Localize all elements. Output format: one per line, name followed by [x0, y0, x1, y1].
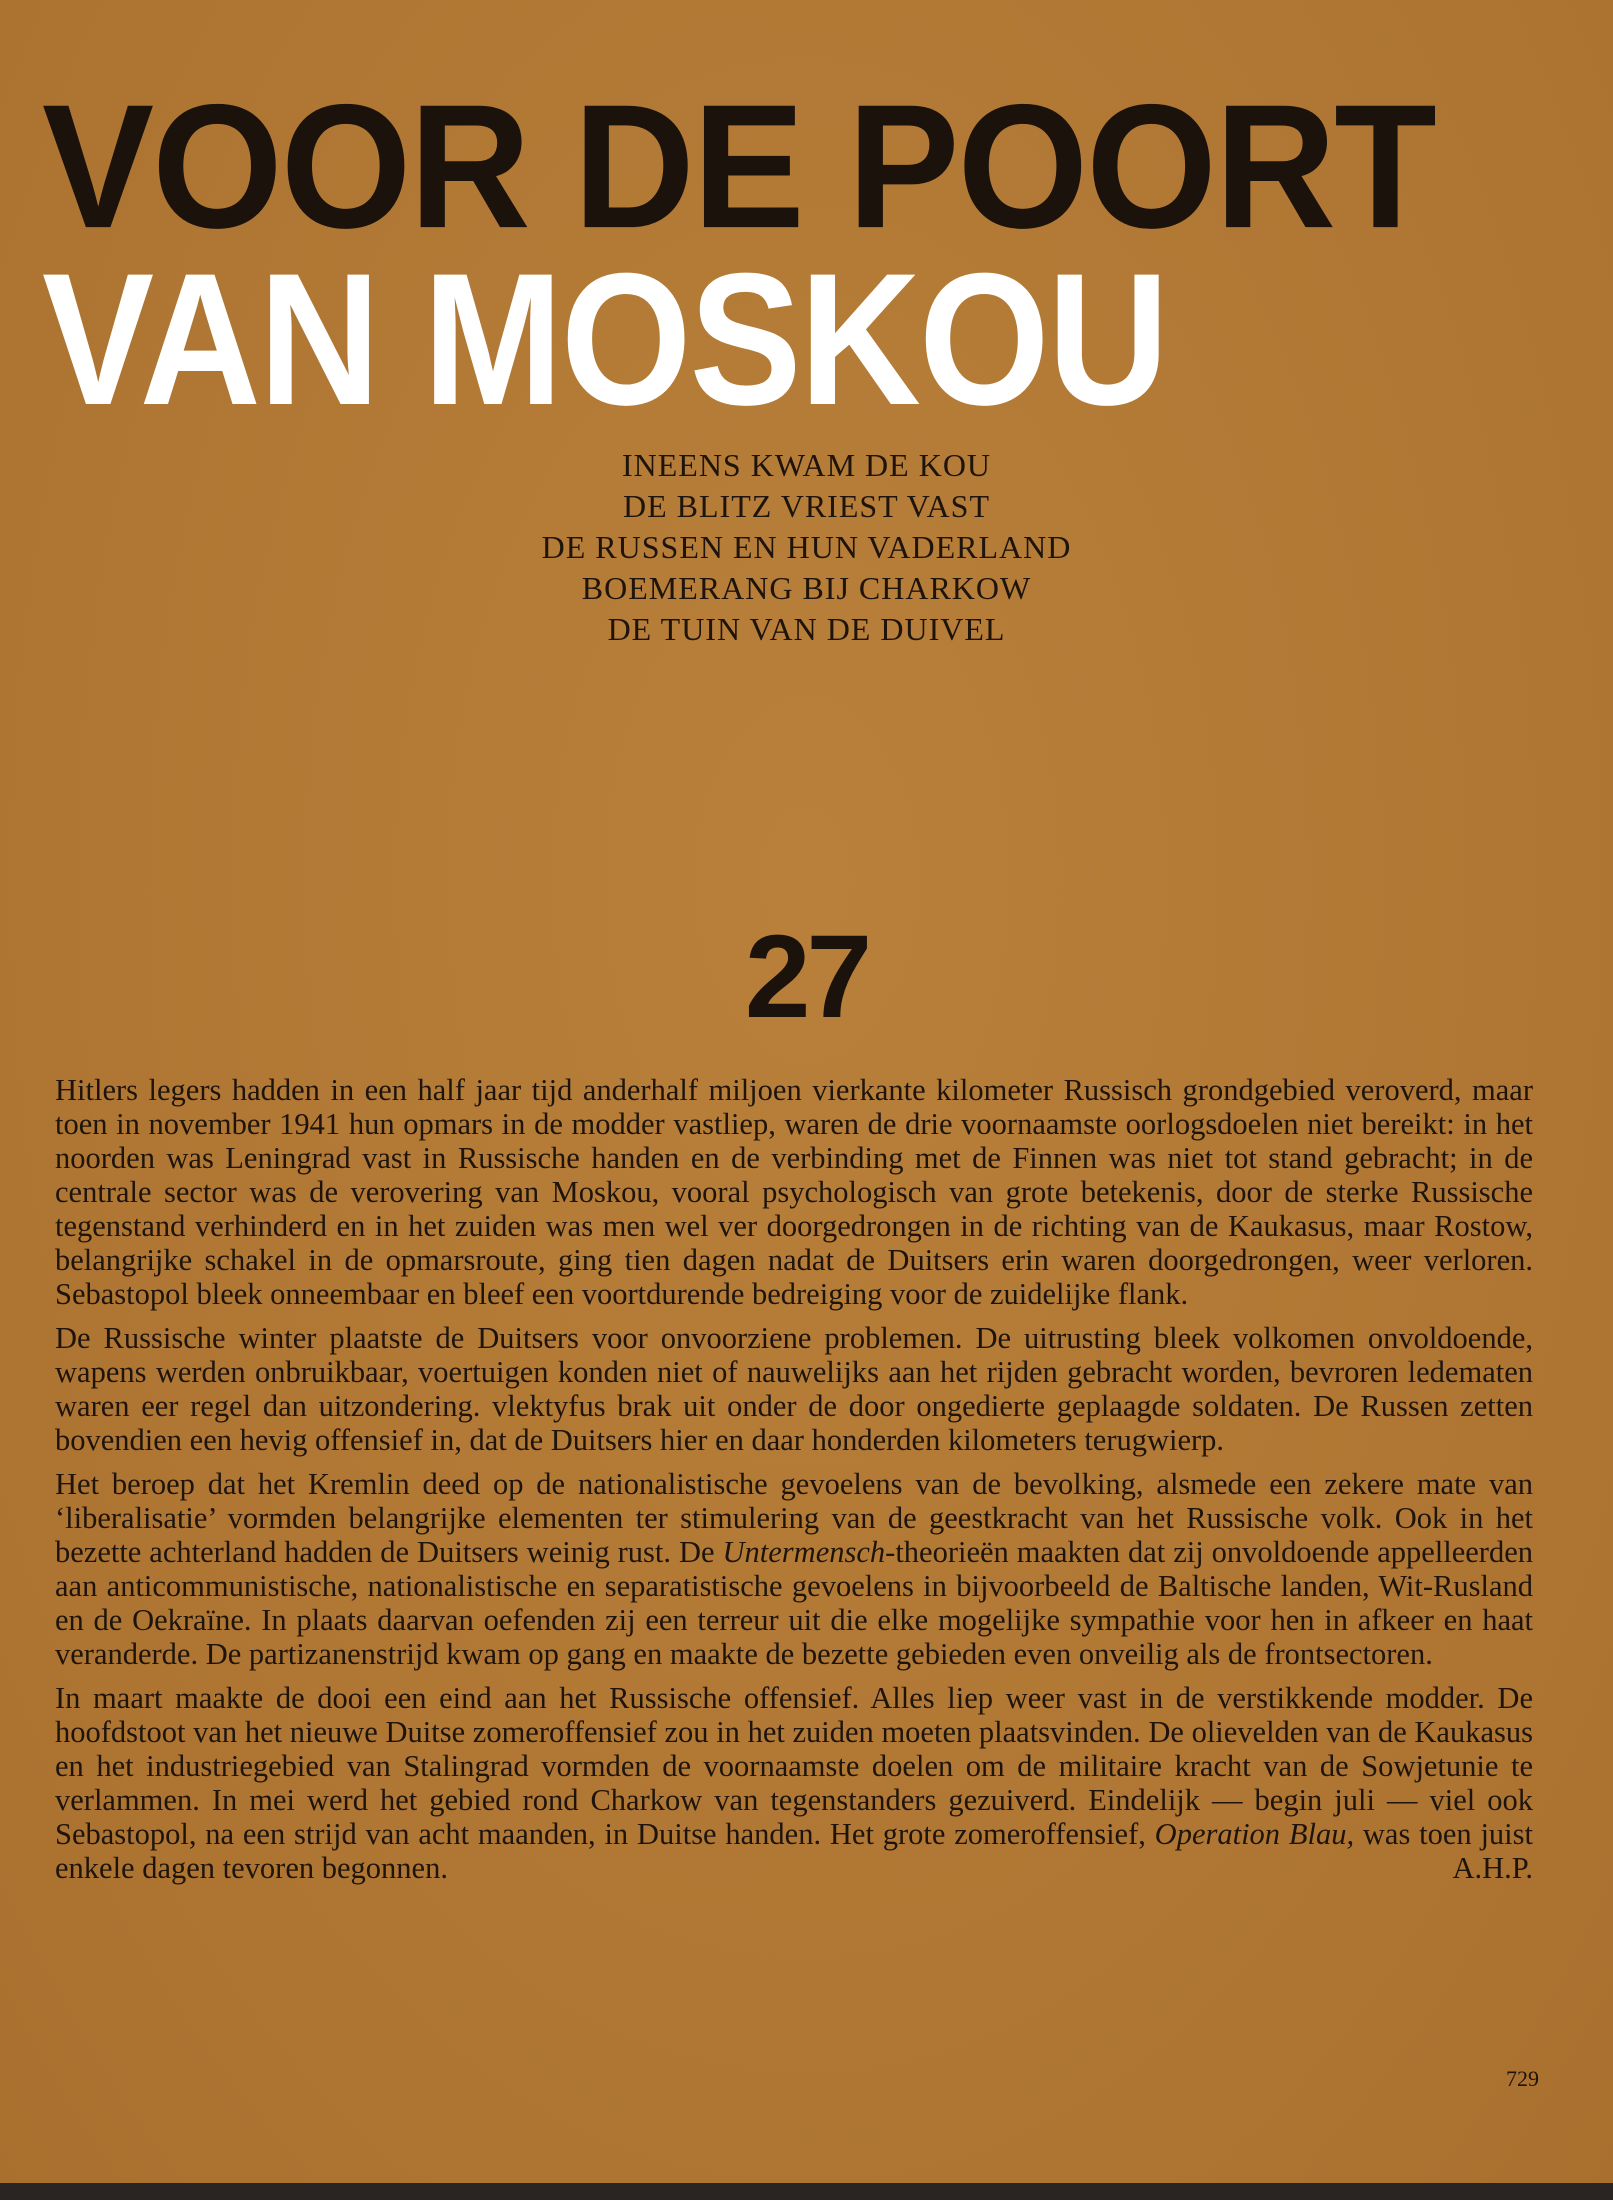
untermensch-term: Untermensch: [722, 1535, 886, 1569]
paragraph-3-end: -theorieën maakten dat zij onvoldoende appelleerden aan anticommunistische, nationalistische en separatistische gevoelens in bijvoorbeeld de Baltische landen, Wit-Rusland en de Oekraïne. In plaats daarvan oefenden zij een terreur uit die elke mogelijke sympathie voor hen in afkeer en haat veranderde. De partizanenstrijd kwam op gang en maakte de bezette gebieden even onveilig als de frontsectoren.: [55, 1535, 1533, 1671]
title-line-2: VAN MOSKOU: [42, 233, 1167, 445]
paragraph-4-end: was toen juist enkele dagen tevoren begonnen.: [55, 1817, 1533, 1885]
paragraph-4-start: In maart maakte de dooi een eind aan het Russische offensief. Alles liep weer vast in de verstikkende modder. De hoofdstoot van het nieuwe Duitse zomeroffensief zou in het zuiden moeten plaatsvinden. De olievelden van de Kaukasus en het industriegebied van Stalingrad vormden de voornaamste doelen om de militaire kracht van de Sowjetunie te verlammen. In mei werd het gebied rond Charkow van tegenstanders gezuiverd. Eindelijk — begin juli — viel ook Sebastopol, na een strijd van acht maanden, in Duitse handen. Het grote zomeroffensief,: [55, 1681, 1533, 1851]
chapter-item: DE RUSSEN EN HUN VADERLAND: [541, 529, 1072, 565]
page-number: 729: [1506, 2066, 1539, 2091]
page-bottom-edge: [0, 2183, 1613, 2200]
paragraph-3: [55, 1467, 1533, 1671]
operation-name: Operation Blau,: [1154, 1817, 1355, 1851]
chapter-list: [0, 445, 1613, 650]
chapter-item: DE BLITZ VRIEST VAST: [623, 488, 990, 524]
issue-number: 27: [744, 911, 869, 1043]
paragraph-3-start: Het beroep dat het Kremlin deed op de nationalistische gevoelens van de bevolking, alsmede een zekere mate van ‘liberalisatie’ vormden belangrijke elementen ter stimulering van de geestkracht van het Russische volk. Ook in het bezette achterland hadden de Duitsers weinig rust. De: [55, 1467, 1533, 1569]
title-line-1: VOOR DE POORT: [42, 67, 1435, 265]
paragraph-1: Hitlers legers hadden in een half jaar tijd anderhalf miljoen vierkante kilometer Russisch grondgebied veroverd, maar toen in november 1941 hun opmars in de modder vastliep, waren de drie voornaamste oorlogsdoelen niet bereikt: in het noorden was Leningrad vast in Russische handen en de verbinding met de Finnen was niet tot stand gebracht; in de centrale sector was de verovering van Moskou, vooral psychologisch van grote betekenis, door de sterke Russische tegenstand verhinderd en in het zuiden was men wel ver doorgedrongen in de richting van de Kaukasus, maar Rostow, belangrijke schakel in de opmarsroute, ging tien dagen nadat de Duitsers erin waren doorgedrongen, weer verloren. Sebastopol bleek onneembaar en bleef een voortdurende bedreiging voor de zuidelijke flank.: [55, 1073, 1533, 1311]
author-signature: A.H.P.: [1452, 1851, 1533, 1885]
chapter-item: DE TUIN VAN DE DUIVEL: [607, 611, 1006, 647]
paragraph-2: De Russische winter plaatste de Duitsers voor onvoorziene problemen. De uitrusting bleek volkomen onvoldoende, wapens werden onbruikbaar, voertuigen konden niet of nauwelijks aan het rijden gebracht worden, bevroren ledematen waren eer regel dan uitzondering. vlektyfus brak uit onder de door ongedierte geplaagde soldaten. De Russen zetten bovendien een hevig offensief in, dat de Duitsers hier en daar honderden kilometers terugwierp.: [55, 1321, 1533, 1457]
article-body: [55, 1073, 1533, 1895]
chapter-item: INEENS KWAM DE KOU: [621, 447, 992, 483]
chapter-item: BOEMERANG BIJ CHARKOW: [581, 570, 1032, 606]
paragraph-4: [55, 1681, 1533, 1885]
